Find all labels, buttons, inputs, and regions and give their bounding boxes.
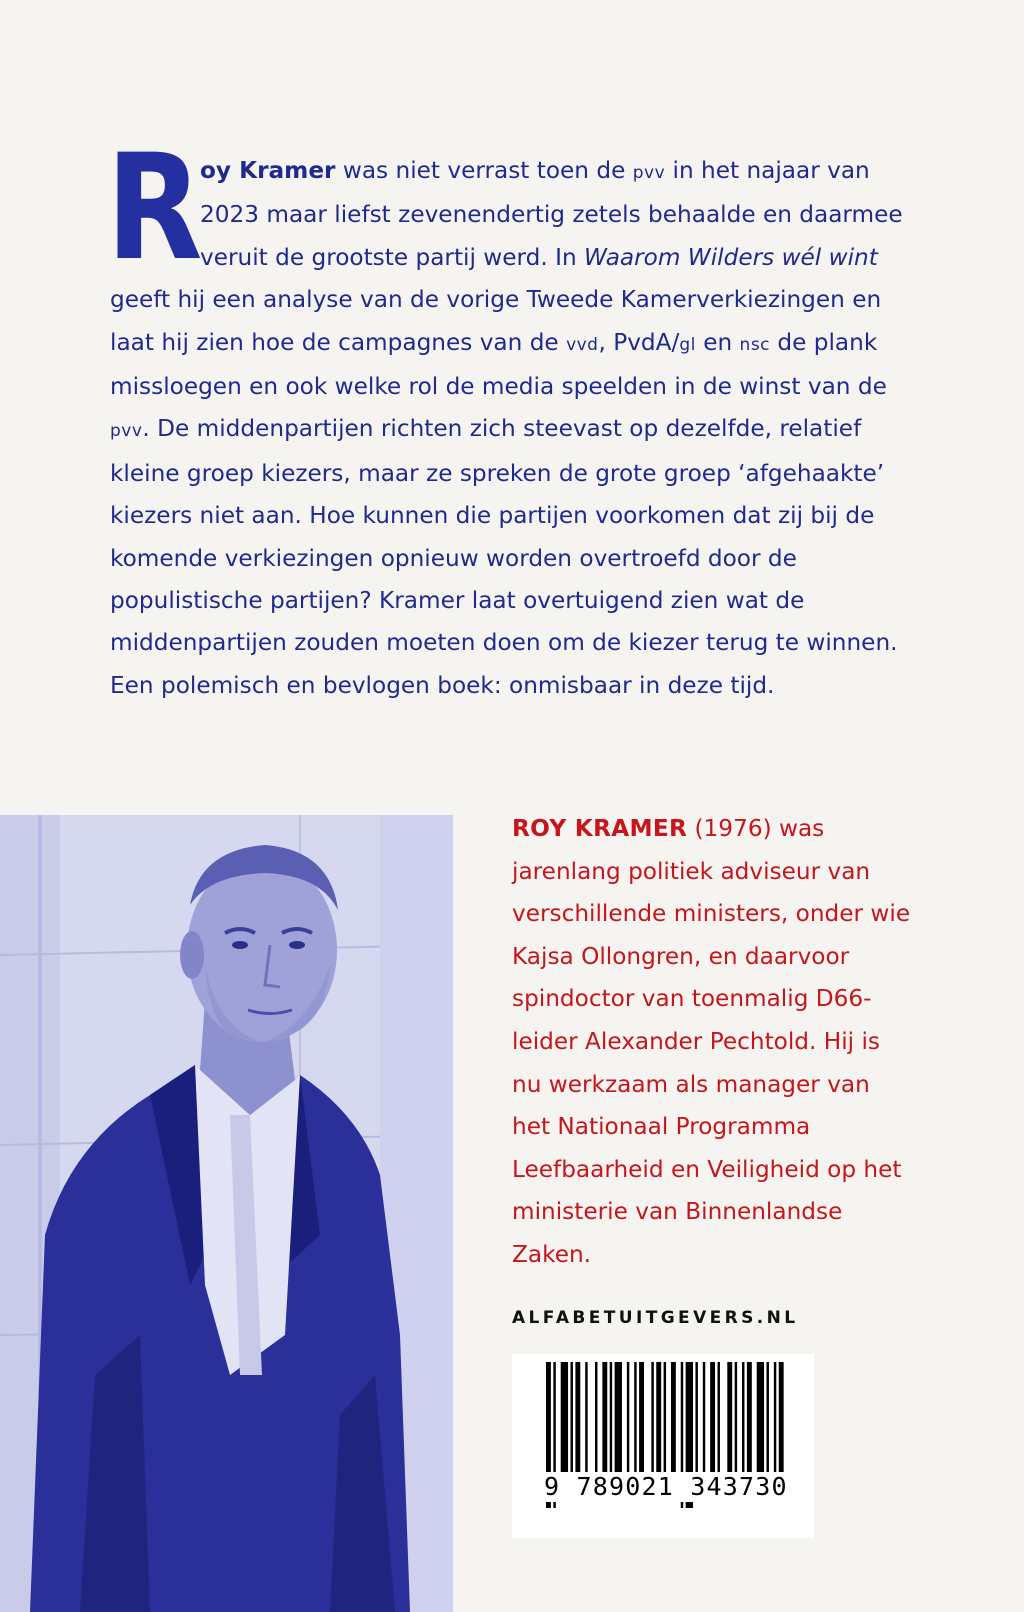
blurb-text (106, 123, 920, 707)
blurb-abbrev-gl: gl (679, 334, 696, 355)
barcode-bar (695, 1362, 697, 1474)
barcode-bar (767, 1362, 769, 1474)
blurb-abbrev-pvv: pvv (632, 163, 666, 183)
isbn-number: 9 789021 343730 (542, 1472, 800, 1502)
drop-cap: R (106, 123, 203, 293)
blurb-abbrev-pvv: pvv (110, 421, 143, 442)
blurb-segment: geeft hij een analyse van de vorige Tweede Kamerverkiezingen en laat hij zien hoe de campagnes van de (110, 286, 882, 356)
blurb-abbrev-nsc: nsc (739, 334, 771, 355)
blurb-segment: . De middenpartijen richten zich steevast op dezelfde, relatief kleine groep kiezers, maar ze spreken de grote groep ‘afgehaakte’ kiezers niet aan. Hoe kunnen die partijen voorkomen dat zij bij de komende verkiezingen opnieuw worden overtroefd door de populistische partijen? Kramer laat overtuigend zien wat de middenpartijen zouden moeten doen om de kiezer terug te winnen. Een polemisch en bevlogen boek: onmisbaar in deze tijd. (110, 415, 898, 699)
author-photo (0, 815, 453, 1612)
blurb-segment: en (695, 328, 740, 356)
barcode-bar (718, 1362, 720, 1474)
barcode-bar (615, 1362, 622, 1474)
barcode-bar (639, 1362, 644, 1474)
bio-text: (1976) was jarenlang politiek adviseur van verschillende ministers, onder wie Kajsa Ollongren, en daarvoor spindoctor van toenmalig D66-leider Alexander Pechtold. Hij is nu werkzaam als manager van het Nationaal Programma Leefbaarheid en Veiligheid op het ministerie van Binnenlandse Zaken. (512, 815, 911, 1268)
blurb-book-title: Waarom Wilders wél wint (584, 243, 878, 271)
blurb-abbrev-vvd: vvd (566, 334, 599, 355)
barcode-bar (595, 1362, 597, 1474)
barcode-bar (571, 1362, 573, 1474)
blurb-segment: de plank missloegen en ook welke rol de media speelden in de winst van de (110, 328, 887, 401)
blurb-segment: was niet verrast toen de (335, 157, 633, 184)
barcode-bar (774, 1362, 776, 1474)
barcode-bar (585, 1362, 587, 1474)
bio-author-name: ROY KRAMER (512, 815, 688, 842)
blurb-segment: in het najaar van 2023 maar liefst zevenendertig zetels behaalde en daarmee veruit de grootste partij werd. In (200, 157, 903, 271)
barcode-bar (575, 1362, 580, 1474)
barcode-bar (703, 1362, 705, 1474)
barcode-bar (610, 1362, 612, 1474)
barcode-bar (656, 1362, 661, 1474)
barcode-bar (634, 1362, 636, 1474)
barcode-bar (735, 1362, 737, 1474)
isbn-barcode (512, 1354, 814, 1538)
barcode-bar (651, 1362, 653, 1474)
barcode-bar (757, 1362, 764, 1474)
barcode-bar (664, 1362, 666, 1474)
barcode-bar (561, 1362, 568, 1474)
blurb-segment: , PvdA/ (598, 328, 680, 356)
barcode-bar (742, 1362, 744, 1474)
barcode-bar (671, 1362, 676, 1474)
barcode-bars (512, 1354, 814, 1538)
barcode-bar (727, 1362, 732, 1474)
publisher-url: ALFABETUITGEVERS.NL (512, 1308, 799, 1328)
author-bio (512, 808, 912, 1277)
barcode-bar (747, 1362, 752, 1474)
barcode-bar (627, 1362, 629, 1474)
blurb-author-name: oy Kramer (200, 157, 336, 184)
barcode-bar (710, 1362, 715, 1474)
barcode-bar (779, 1362, 784, 1474)
barcode-bar (602, 1362, 607, 1474)
